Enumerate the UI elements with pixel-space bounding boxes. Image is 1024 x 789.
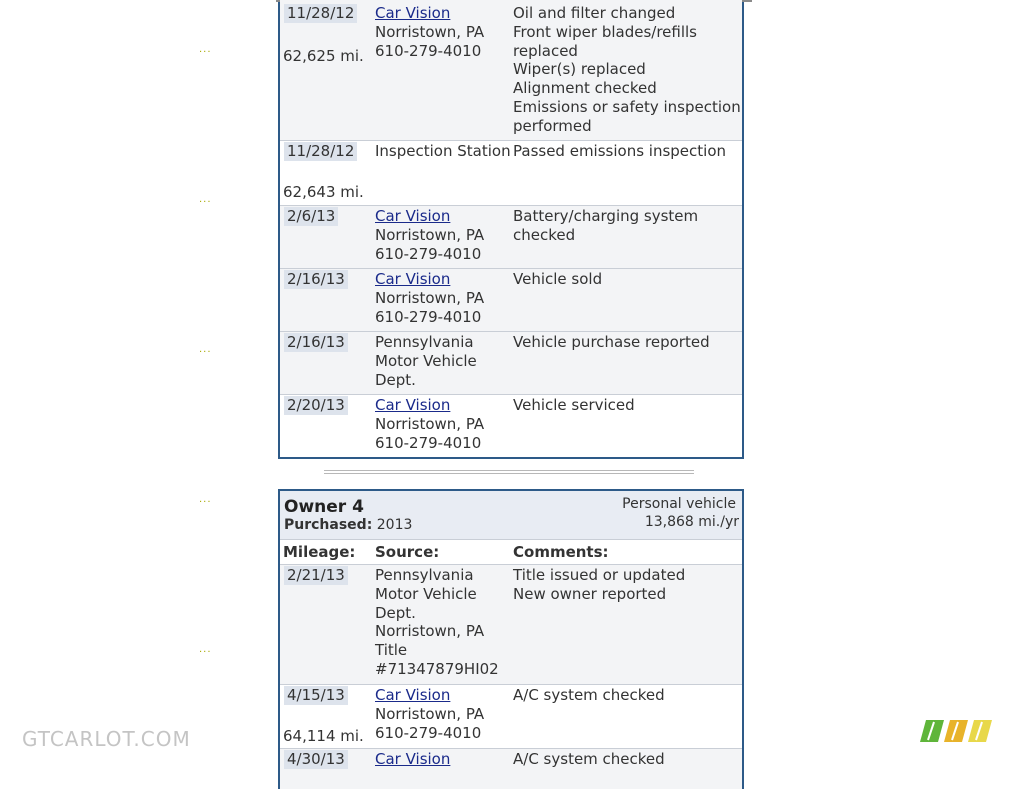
owner-header <box>280 491 742 540</box>
table-row <box>280 749 742 789</box>
comment-line: Alignment checked <box>513 79 657 98</box>
owner-3-history-table <box>278 0 744 459</box>
source-line: Norristown, PA <box>375 22 485 41</box>
source-link[interactable]: Car Vision <box>375 4 451 22</box>
row-source <box>375 142 511 161</box>
comment-line: replaced <box>513 41 578 60</box>
comment-line: A/C system checked <box>513 686 665 704</box>
row-source <box>375 333 511 389</box>
margin-dots: ... <box>199 644 212 655</box>
column-header-mileage: Mileage: <box>283 543 356 561</box>
row-mileage: 62,625 mi. <box>283 47 364 65</box>
date-badge: 2/16/13 <box>284 333 348 352</box>
row-source <box>375 207 511 263</box>
row-comments <box>513 4 741 136</box>
row-date <box>284 396 348 415</box>
comment-line: Vehicle sold <box>513 270 603 288</box>
table-row <box>280 395 742 457</box>
row-comments <box>513 142 741 161</box>
row-comments <box>513 270 741 289</box>
table-row <box>280 685 742 749</box>
comment-line: A/C system checked <box>513 750 665 768</box>
source-link[interactable]: Car Vision <box>375 396 451 414</box>
source-line: Motor Vehicle <box>375 351 477 370</box>
comment-line: Vehicle purchase reported <box>513 333 710 351</box>
row-date <box>284 270 348 289</box>
column-headers <box>280 540 742 565</box>
date-badge: 4/30/13 <box>284 750 348 769</box>
gtcarlot-watermark: GTCARLOT.COM <box>22 727 191 751</box>
source-link[interactable]: Car Vision <box>375 270 451 288</box>
purchased-value: 2013 <box>376 517 413 533</box>
source-line: Pennsylvania <box>375 333 474 351</box>
table-row <box>280 565 742 685</box>
section-divider <box>324 470 694 474</box>
margin-dots: ... <box>199 44 212 55</box>
row-mileage: 62,643 mi. <box>283 183 364 201</box>
comment-line: New owner reported <box>513 584 667 603</box>
row-comments <box>513 566 741 604</box>
table-row <box>280 141 742 206</box>
date-badge: 2/20/13 <box>284 396 348 415</box>
row-comments <box>513 333 741 352</box>
source-line: Norristown, PA <box>375 414 485 433</box>
source-link[interactable]: Car Vision <box>375 750 451 768</box>
source-line: 610-279-4010 <box>375 307 482 326</box>
row-date <box>284 142 357 161</box>
source-line: #71347879HI02 <box>375 659 499 678</box>
purchased-label: Purchased: <box>284 517 373 533</box>
source-link[interactable]: Car Vision <box>375 686 451 704</box>
date-badge: 4/15/13 <box>284 686 348 705</box>
owner-purchased <box>284 517 412 533</box>
margin-dots: ... <box>199 194 212 205</box>
margin-dots: ... <box>199 344 212 355</box>
source-line: 610-279-4010 <box>375 41 482 60</box>
table-row <box>280 206 742 269</box>
date-badge: 2/21/13 <box>284 566 348 585</box>
source-line: Title <box>375 641 408 660</box>
date-badge: 2/6/13 <box>284 207 338 226</box>
row-date <box>284 4 357 23</box>
source-line: 610-279-4010 <box>375 244 482 263</box>
date-badge: 11/28/12 <box>284 4 357 23</box>
row-date <box>284 750 348 769</box>
comment-line: checked <box>513 225 576 244</box>
comment-line: Battery/charging system <box>513 207 699 225</box>
source-line: Motor Vehicle <box>375 584 477 603</box>
row-source <box>375 4 511 60</box>
row-date <box>284 686 348 705</box>
date-badge: 2/16/13 <box>284 270 348 289</box>
brand-stripes-logo <box>920 720 998 742</box>
comment-line: Front wiper blades/refills <box>513 22 697 41</box>
annual-mileage: 13,868 mi./yr <box>644 514 739 530</box>
source-link[interactable]: Car Vision <box>375 207 451 225</box>
source-line: Norristown, PA <box>375 622 485 641</box>
comment-line: Emissions or safety inspection <box>513 97 741 116</box>
source-line: Pennsylvania <box>375 566 474 584</box>
column-header-source: Source: <box>375 543 440 561</box>
comment-line: Oil and filter changed <box>513 4 676 22</box>
row-source <box>375 750 511 769</box>
column-header-comments: Comments: <box>513 543 609 561</box>
row-mileage: 64,114 mi. <box>283 727 364 745</box>
table-row <box>280 0 742 141</box>
date-badge: 11/28/12 <box>284 142 357 161</box>
row-source <box>375 566 511 679</box>
row-date <box>284 566 348 585</box>
row-date <box>284 207 338 226</box>
row-date <box>284 333 348 352</box>
vehicle-type: Personal vehicle <box>622 496 736 512</box>
source-line: Inspection Station <box>375 142 511 160</box>
table-row <box>280 269 742 332</box>
comment-line: Wiper(s) replaced <box>513 60 646 79</box>
source-line: Dept. <box>375 370 416 389</box>
source-line: 610-279-4010 <box>375 433 482 452</box>
owner-4-history-table <box>278 489 744 789</box>
row-source <box>375 686 511 742</box>
row-comments <box>513 207 741 245</box>
row-comments <box>513 686 741 705</box>
source-line: Dept. <box>375 603 416 622</box>
comment-line: performed <box>513 116 592 135</box>
table-row <box>280 332 742 395</box>
source-line: 610-279-4010 <box>375 723 482 742</box>
row-source <box>375 396 511 452</box>
comment-line: Vehicle serviced <box>513 396 635 414</box>
source-line: Norristown, PA <box>375 288 485 307</box>
owner-title: Owner 4 <box>284 497 364 517</box>
comment-line: Passed emissions inspection <box>513 142 727 160</box>
source-line: Norristown, PA <box>375 704 485 723</box>
source-line: Norristown, PA <box>375 225 485 244</box>
row-comments <box>513 396 741 415</box>
margin-dots: ... <box>199 494 212 505</box>
row-comments <box>513 750 741 769</box>
comment-line: Title issued or updated <box>513 566 686 584</box>
row-source <box>375 270 511 326</box>
